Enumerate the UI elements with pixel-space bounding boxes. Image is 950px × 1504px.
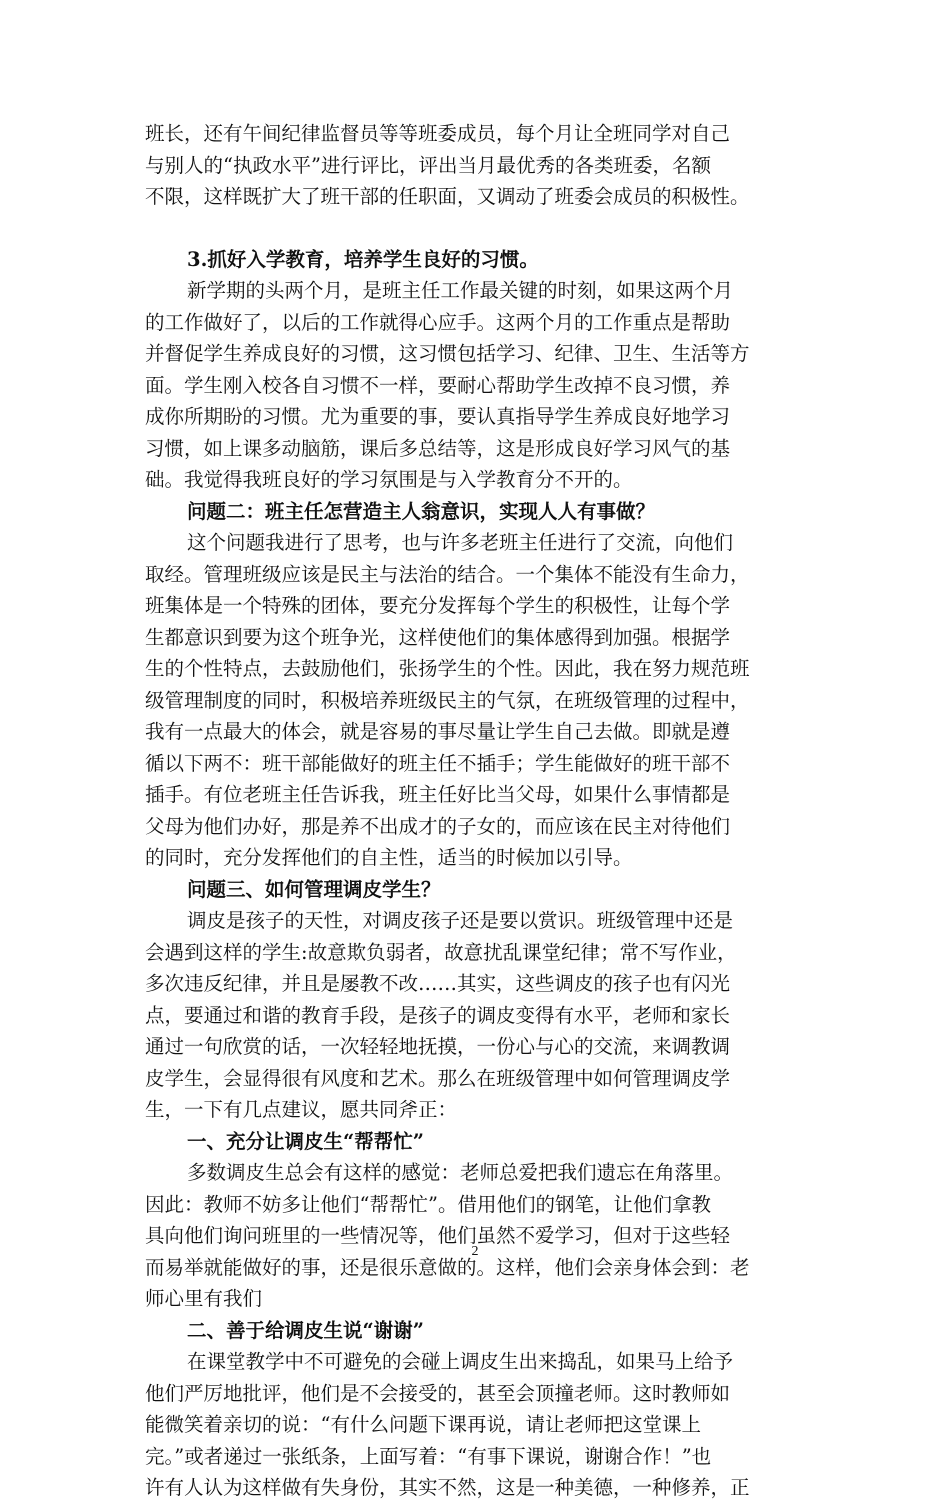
text-block: [145, 118, 817, 1504]
text-line: 循以下两不：班干部能做好的班主任不插手；学生能做好的班干部不: [145, 751, 731, 775]
section-heading: 3.抓好入学教育，培养学生良好的习惯。: [187, 247, 539, 271]
section-heading: 问题三、如何管理调皮学生？: [187, 877, 441, 901]
text-line: 插手。有位老班主任告诉我，班主任好比当父母，如果什么事情都是: [145, 783, 731, 806]
text-line: 并督促学生养成良好的习惯，这习惯包括学习、纪律、卫生、生活等方: [145, 342, 750, 365]
text-line: 班集体是一个特殊的团体，要充分发挥每个学生的积极性，让每个学: [145, 594, 731, 617]
text-line: 能微笑着亲切的说：“有什么问题下课再说，请让老师把这堂课上: [145, 1413, 701, 1436]
text-line: 许有人认为这样做有失身份，其实不然，这是一种美德，一种修养，正: [145, 1476, 750, 1499]
paragraph-first-line: 调皮是孩子的天性，对调皮孩子还是要以赏识。班级管理中还是: [187, 909, 734, 932]
text-line: 础。我觉得我班良好的学习氛围是与入学教育分不开的。: [145, 468, 633, 491]
section-heading: 问题二：班主任怎营造主人翁意识，实现人人有事做？: [187, 499, 656, 523]
section-heading: 二、善于给调皮生说“谢谢”: [187, 1318, 424, 1342]
page-number: 2: [471, 1244, 479, 1259]
paragraph-first-line: 新学期的头两个月，是班主任工作最关键的时刻，如果这两个月: [187, 279, 734, 302]
text-line: 班长，还有午间纪律监督员等等班委成员，每个月让全班同学对自己: [145, 122, 731, 145]
text-line: 他们严厉地批评，他们是不会接受的，甚至会顶撞老师。这时教师如: [145, 1381, 731, 1405]
text-line: 师心里有我们: [145, 1287, 263, 1310]
text-line: 因此：教师不妨多让他们“帮帮忙”。借用他们的钢笔，让他们拿教: [145, 1192, 711, 1216]
text-line: 我有一点最大的体会，就是容易的事尽量让学生自己去做。即就是遵: [145, 720, 731, 743]
text-line: 皮学生，会显得很有风度和艺术。那么在班级管理中如何管理调皮学: [145, 1066, 731, 1090]
text-line: 完。”或者递过一张纸条，上面写着：“有事下课说，谢谢合作！”也: [145, 1444, 712, 1468]
text-line: 与别人的“执政水平”进行评比，评出当月最优秀的各类班委，名额: [145, 153, 711, 177]
text-line: 不限，这样既扩大了班干部的任职面，又调动了班委会成员的积极性。: [145, 185, 750, 208]
text-line: 习惯，如上课多动脑筋，课后多总结等，这是形成良好学习风气的基: [145, 436, 731, 460]
text-line: 的同时，充分发挥他们的自主性，适当的时候加以引导。: [145, 846, 633, 869]
text-line: 多次违反纪律，并且是屡教不改……其实，这些调皮的孩子也有闪光: [145, 972, 731, 995]
text-line: 的工作做好了，以后的工作就得心应手。这两个月的工作重点是帮助: [145, 310, 731, 334]
paragraph-first-line: 多数调皮生总会有这样的感觉：老师总爱把我们遗忘在角落里。: [187, 1161, 734, 1184]
section-heading: 一、充分让调皮生“帮帮忙”: [187, 1129, 424, 1153]
paragraph-first-line: 在课堂教学中不可避免的会碰上调皮生出来捣乱，如果马上给予: [187, 1350, 734, 1373]
text-line: 具向他们询问班里的一些情况等，他们虽然不爱学习，但对于这些轻: [145, 1224, 731, 1247]
text-line: 通过一句欣赏的话，一次轻轻地抚摸，一份心与心的交流，来调教调: [145, 1035, 731, 1058]
text-line: 会遇到这样的学生:故意欺负弱者，故意扰乱课堂纪律；常不写作业，: [145, 940, 737, 964]
text-line: 生，一下有几点建议，愿共同斧正：: [145, 1098, 458, 1121]
text-line: 生的个性特点，去鼓励他们，张扬学生的个性。因此，我在努力规范班: [145, 657, 750, 680]
text-line: 取经。管理班级应该是民主与法治的结合。一个集体不能没有生命力，: [145, 562, 750, 586]
text-line: 父母为他们办好，那是养不出成才的子女的，而应该在民主对待他们: [145, 814, 731, 838]
paragraph-gap: [145, 213, 817, 244]
text-line: 面。学生刚入校各自习惯不一样，要耐心帮助学生改掉不良习惯，养: [145, 373, 731, 397]
text-line: 点，要通过和谐的教育手段，是孩子的调皮变得有水平，老师和家长: [145, 1003, 731, 1027]
paragraph-first-line: 这个问题我进行了思考，也与许多老班主任进行了交流，向他们: [187, 531, 734, 554]
text-line: 而易举就能做好的事，还是很乐意做的。这样，他们会亲身体会到：老: [145, 1255, 750, 1279]
text-line: 成你所期盼的习惯。尤为重要的事，要认真指导学生养成良好地学习: [145, 405, 731, 428]
document-body: [145, 118, 817, 1504]
text-line: 级管理制度的同时，积极培养班级民主的气氛，在班级管理的过程中，: [145, 688, 750, 712]
text-line: 生都意识到要为这个班争光，这样使他们的集体感得到加强。根据学: [145, 625, 731, 649]
